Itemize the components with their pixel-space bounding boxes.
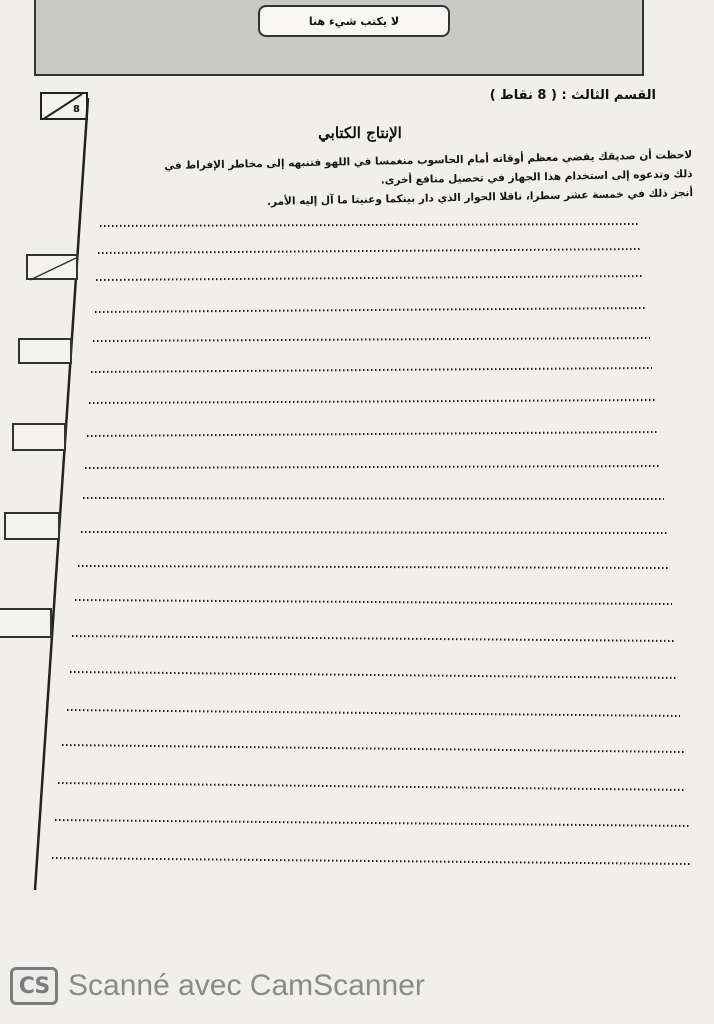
- answer-line: [58, 783, 686, 790]
- score-value: 8: [73, 104, 80, 115]
- prompt-line: لاحظت أن صديقك يقضي معظم أوقاته أمام الحاسوب منغمسا في اللهو فتنبهه إلى مخاطر الإفراط في: [164, 148, 693, 173]
- answer-line: [98, 249, 642, 253]
- answer-line: [95, 308, 646, 312]
- answer-line: [91, 368, 652, 372]
- answer-line: [52, 858, 692, 864]
- answer-line: [62, 745, 684, 752]
- answer-line: [96, 276, 644, 280]
- answer-line: [89, 400, 656, 403]
- answer-line: [100, 224, 640, 226]
- answer-line: [81, 532, 668, 533]
- section-label: القسم الثالث : ( 8 نقاط ): [489, 88, 656, 103]
- scanner-watermark: [10, 962, 425, 1010]
- answer-line: [75, 600, 672, 604]
- prompt-line: أنجز ذلك في خمسة عشر سطرا، ناقلا الحوار الذي دار بينكما وعنيتا ما آل إليه الأمر.: [266, 186, 694, 208]
- camscanner-logo: CS: [10, 967, 58, 1005]
- section-title: الإنتاج الكتابي: [318, 124, 402, 142]
- answer-line: [55, 820, 690, 826]
- answer-line: [78, 566, 670, 568]
- answer-line: [67, 710, 680, 716]
- scanner-caption: Scanné avec CamScanner: [68, 969, 425, 1002]
- prompt-line: ذلك وتدعوه إلى استخدام هذا الجهاز في تحصيل منافع أخرى.: [380, 167, 693, 187]
- answer-line: [72, 636, 676, 641]
- answer-line: [87, 432, 658, 436]
- answer-line: [93, 338, 650, 341]
- no-write-notice: لا يكتب شيء هنا: [258, 5, 450, 37]
- answer-line: [70, 672, 678, 678]
- answer-line: [83, 498, 664, 499]
- answer-line: [85, 466, 660, 468]
